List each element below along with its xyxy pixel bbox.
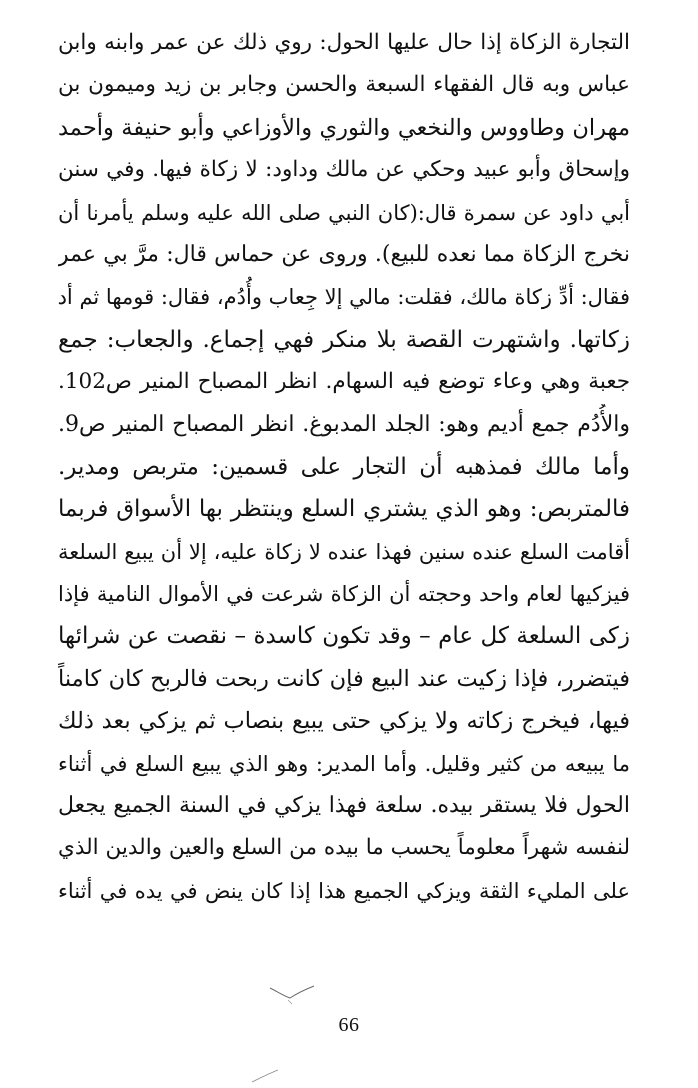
text-line: وإسحاق وأبو عبيد وحكي عن مالك وداود: لا زكاة فيها. وفي سنن xyxy=(58,157,630,183)
pen-mark xyxy=(250,1068,280,1084)
text-line: الحول فلا يستقر بيده. سلعة فهذا يزكي في السنة الجميع يجعل xyxy=(58,793,630,819)
text-line: أبي داود عن سمرة قال:(كان النبي صلى الله عليه وسلم يأمرنا أن xyxy=(58,200,630,225)
text-line: مهران وطاووس والنخعي والثوري والأوزاعي وأبو حنيفة وأحمد xyxy=(58,114,630,141)
text-line: فيتضرر، فإذا زكيت عند البيع فإن كانت ربحت فالربح كان كامناً xyxy=(58,665,630,692)
page-number: 66 xyxy=(338,1014,360,1036)
text-line: وأما مالك فمذهبه أن التجار على قسمين: متربص ومدير. xyxy=(58,453,630,480)
body-text xyxy=(58,22,630,912)
text-line: ما يبيعه من كثير وقليل. وأما المدير: وهو الذي يبيع السلع في أثناء xyxy=(58,751,630,776)
text-line: والأُدُم جمع أديم وهو: الجلد المدبوغ. انظر المصباح المنير ص9. xyxy=(58,411,630,437)
pen-mark xyxy=(268,982,318,1006)
text-line: جعبة وهي وعاء توضع فيه السهام. انظر المصباح المنير ص102. xyxy=(58,369,630,395)
text-line: على المليء الثقة ويزكي الجميع هذا إذا كان ينض في يده في أثناء xyxy=(58,878,630,903)
text-line: عباس وبه قال الفقهاء السبعة والحسن وجابر بن زيد وميمون بن xyxy=(58,72,630,98)
text-line: نخرج الزكاة مما نعده للبيع). وروى عن حماس قال: مرَّ بي عمر xyxy=(58,241,630,267)
text-line: لنفسه شهراً معلوماً يحسب ما بيده من السلع والعين والدين الذي xyxy=(58,835,630,861)
text-line: فيزكيها لعام واحد وحجته أن الزكاة شرعت في الأموال النامية فإذا xyxy=(58,582,630,607)
text-line: التجارة الزكاة إذا حال عليها الحول: روي ذلك عن عمر وابنه وابن xyxy=(58,30,630,55)
text-line: فيها، فيخرج زكاته ولا يزكي حتى يبيع بنصاب ثم يزكي بعد ذلك xyxy=(58,708,630,735)
text-line: أقامت السلع عنده سنين فهذا عنده لا زكاة عليه، إلا أن يبيع السلعة xyxy=(58,539,630,564)
text-line: فالمتربص: وهو الذي يشتري السلع وينتظر بها الأسواق فربما xyxy=(58,496,630,523)
text-line: زكاتها. واشتهرت القصة بلا منكر فهي إجماع. والجعاب: جمع xyxy=(58,326,630,353)
text-line: زكى السلعة كل عام – وقد تكون كاسدة – نقصت عن شرائها xyxy=(58,623,630,650)
text-line: فقال: أدِّ زكاة مالك، فقلت: مالي إلا جِعاب وأُدُم، فقال: قومها ثم أد xyxy=(58,285,630,310)
